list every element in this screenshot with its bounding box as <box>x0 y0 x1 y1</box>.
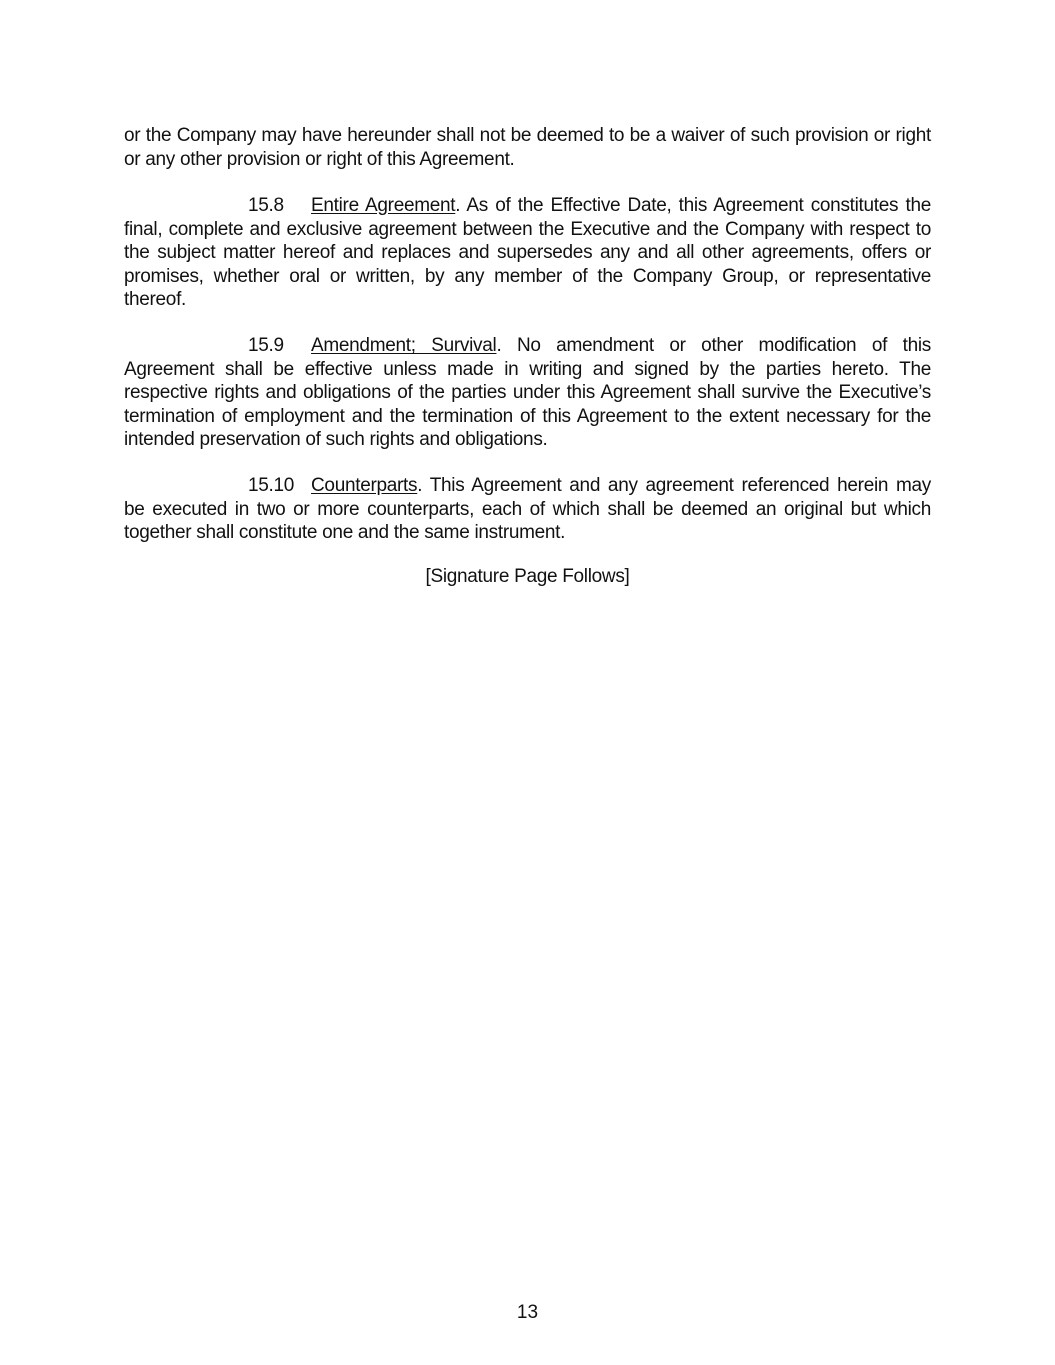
section-heading: Amendment; Survival <box>311 335 497 356</box>
continuation-paragraph <box>124 124 931 171</box>
section-number: 15.9 <box>248 335 284 356</box>
signature-page-note: [Signature Page Follows] <box>425 566 630 587</box>
section-15-10-paragraph <box>124 474 931 545</box>
section-heading: Entire Agreement <box>311 195 456 216</box>
section-15-8-paragraph <box>124 194 931 312</box>
section-body: . This Agreement and any agreement referenced herein may be executed in two or more counterparts, each of which shall be deemed an original but which together shall constitute one and the same instrument. <box>124 475 931 543</box>
section-heading: Counterparts <box>311 475 418 496</box>
section-body: . As of the Effective Date, this Agreement constitutes the final, complete and exclusive agreement between the Executive and the Company with respect to the subject matter hereof and replaces and supersedes any and all other agreements, offers or promises, whether oral or written, by any member of the Company Group, or representative thereof. <box>124 195 931 310</box>
section-number: 15.10 <box>248 475 295 496</box>
section-body: . No amendment or other modification of this Agreement shall be effective unless made in writing and signed by the parties hereto. The respective rights and obligations of the parties under this Agreement shall survive the Executive’s termination of employment and the termination of this Agreement to the extent necessary for the intended preservation of such rights and obligations. <box>124 335 931 450</box>
section-number: 15.8 <box>248 195 284 216</box>
continuation-text: or the Company may have hereunder shall not be deemed to be a waiver of such provision or right or any other provision or right of this Agreement. <box>124 125 931 170</box>
section-15-9-paragraph <box>124 334 931 452</box>
page-number: 13 <box>516 1302 539 1323</box>
